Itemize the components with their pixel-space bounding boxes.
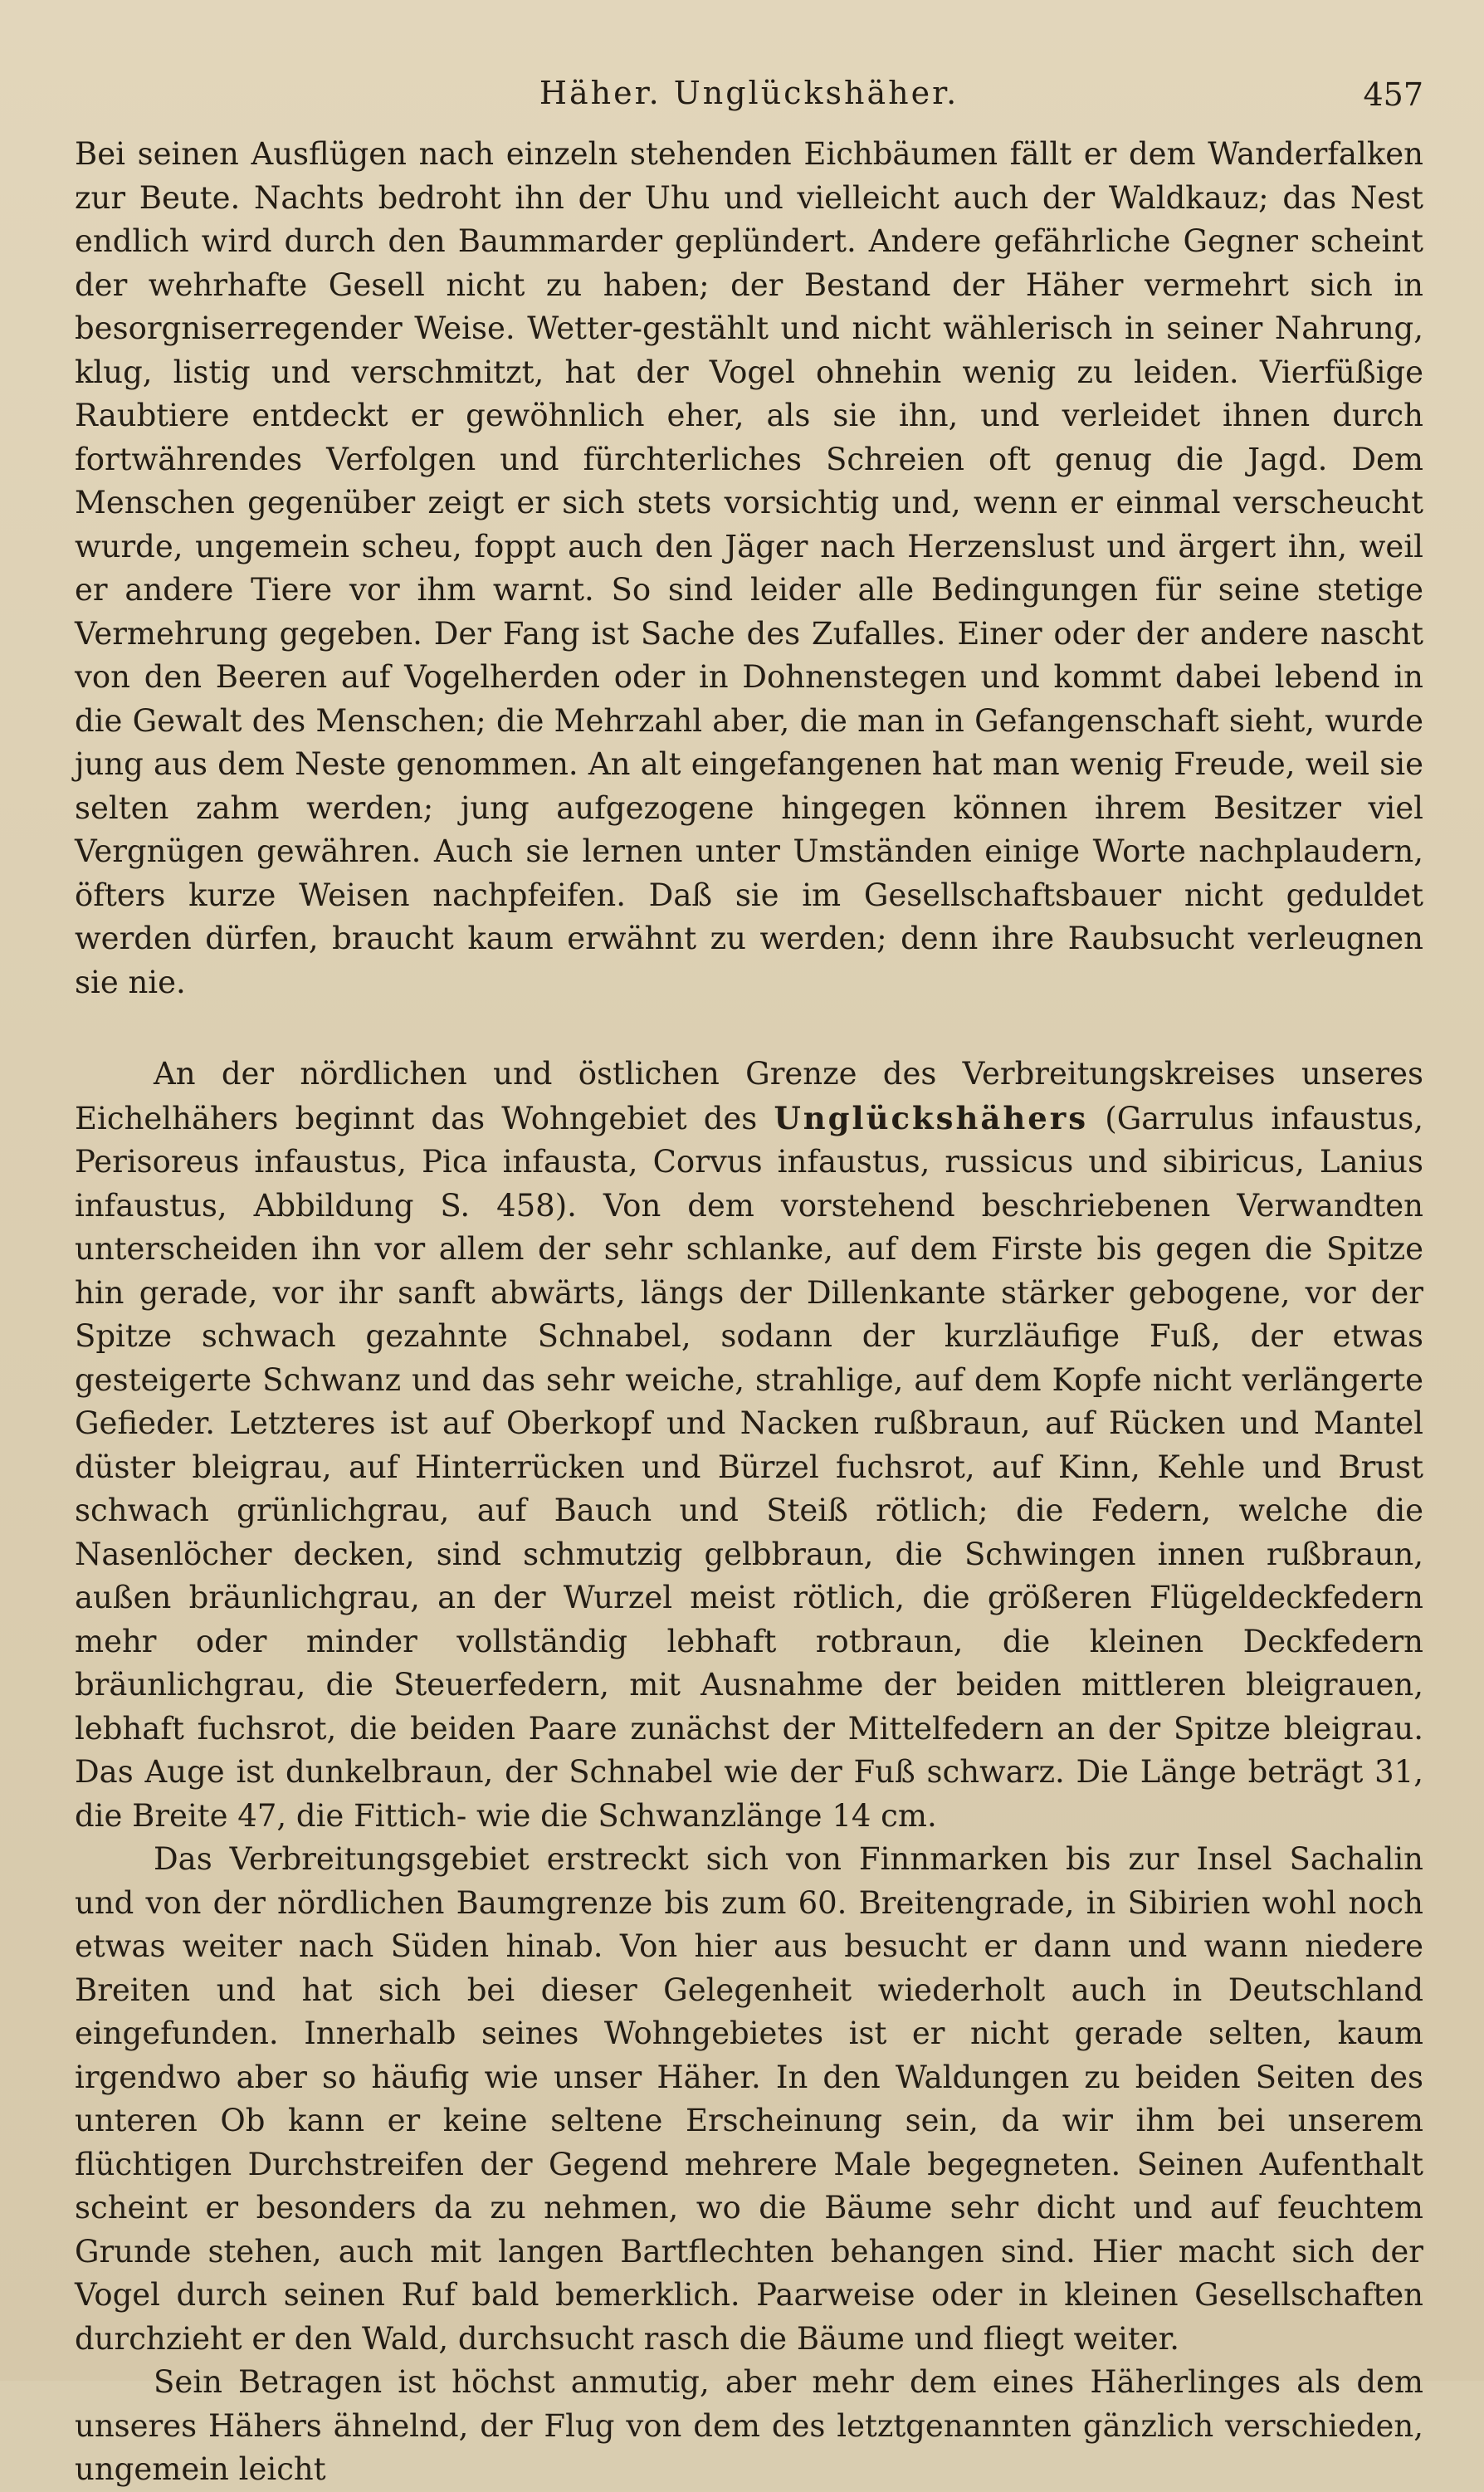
page-header [75, 70, 1423, 128]
paragraph-intro-text: An der nördlichen und östlichen Grenze des Verbreitungskreises unseres Eichelhähers beginnt das Wohngebiet des [75, 1056, 1423, 1136]
latin-synonyms: (Garrulus infaustus, Perisoreus infaustus, Pica infausta, Corvus infaustus, russicus und sibiricus, Lanius infaustus, [75, 1100, 1424, 1224]
page-number: 457 [1363, 76, 1423, 113]
running-head: Häher. Unglückshäher. [539, 75, 959, 111]
paragraph-behavior: Sein Betragen ist höchst anmutig, aber mehr dem eines Häherlinges als dem unseres Hähers ähnelnd, der Flug von dem des letztgenannten gänzlich verschieden, ungemein leicht [75, 2364, 1423, 2487]
body-text [75, 133, 1423, 2492]
paragraph-species-description [75, 1053, 1423, 1838]
paragraph-distribution: Das Verbreitungsgebiet erstreckt sich von Finnmarken bis zur Insel Sachalin und von der nördlichen Baumgrenze bis zum 60. Breitengrade, in Sibirien wohl noch etwas weiter nach Süden hinab. Von hier aus besucht er dann und wann niedere Breiten und hat sich bei dieser Gelegenheit wiederholt auch in Deutschland eingefunden. Innerhalb seines Wohngebietes ist er nicht gerade selten, kaum irgendwo aber so häufig wie unser Häher. In den Waldungen zu beiden Seiten des unteren Ob kann er keine seltene Erscheinung sein, da wir ihm bei unserem flüchtigen Durchstreifen der Gegend mehrere Male begegneten. Seinen Aufenthalt scheint er besonders da zu nehmen, wo die Bäume sehr dicht und auf feuchtem Grunde stehen, auch mit langen Bartflechten behangen sind. Hier macht sich der Vogel durch seinen Ruf bald bemerklich. Paarweise oder in kleinen Gesellschaften durchzieht er den Wald, durchsucht rasch die Bäume und fliegt weiter. [75, 1841, 1423, 2357]
paragraph-predators: Bei seinen Ausflügen nach einzeln stehenden Eichbäumen fällt er dem Wanderfalken zur Beute. Nachts bedroht ihn der Uhu und vielleicht auch der Waldkauz; das Nest endlich wird durch den Baummarder geplündert. Andere gefährliche Gegner scheint der wehrhafte Gesell nicht zu haben; der Bestand der Häher vermehrt sich in besorgniserregender Weise. Wetter-gestählt und nicht wählerisch in seiner Nahrung, klug, listig und verschmitzt, hat der Vogel ohnehin wenig zu leiden. Vierfüßige Raubtiere entdeckt er gewöhnlich eher, als sie ihn, und verleidet ihnen durch fortwährendes Verfolgen und fürchterliches Schreien oft genug die Jagd. Dem Menschen gegenüber zeigt er sich stets vorsichtig und, wenn er einmal verscheucht wurde, ungemein scheu, foppt auch den Jäger nach Herzenslust und ärgert ihn, weil er andere Tiere vor ihm warnt. So sind leider alle Bedingungen für seine stetige Vermehrung gegeben. Der Fang ist Sache des Zufalles. Einer oder der andere nascht von den Beeren auf Vogelherden oder in Dohnenstegen und kommt dabei lebend in die Gewalt des Menschen; die Mehrzahl aber, die man in Gefangenschaft sieht, wurde jung aus dem Neste genommen. An alt eingefangenen hat man wenig Freude, weil sie selten zahm werden; jung aufgezogene hingegen können ihrem Besitzer viel Vergnügen gewähren. Auch sie lernen unter Umständen einige Worte nachplaudern, öfters kurze Weisen nachpfeifen. Daß sie im Gesellschaftsbauer nicht geduldet werden dürfen, braucht kaum erwähnt zu werden; denn ihre Raubsucht verleugnen sie nie. [75, 136, 1423, 1000]
species-name: Unglückshähers [774, 1099, 1089, 1136]
paragraph-description-text: Abbildung S. 458). Von dem vorstehend beschriebenen Verwandten unterscheiden ihn vor allem der sehr schlanke, auf dem Firste bis gegen die Spitze hin gerade, vor ihr sanft abwärts, längs der Dillenkante stärker gebogene, vor der Spitze schwach gezahnte Schnabel, sodann der kurzläufige Fuß, der etwas gesteigerte Schwanz und das sehr weiche, strahlige, auf dem Kopfe nicht verlängerte Gefieder. Letzteres ist auf Oberkopf und Nacken rußbraun, auf Rücken und Mantel düster bleigrau, auf Hinterrücken und Bürzel fuchsrot, auf Kinn, Kehle und Brust schwach grünlichgrau, auf Bauch und Steiß rötlich; die Federn, welche die Nasenlöcher decken, sind schmutzig gelbbraun, die Schwingen innen rußbraun, außen bräunlichgrau, an der Wurzel meist rötlich, die größeren Flügeldeckfedern mehr oder minder vollständig lebhaft rotbraun, die kleinen Deckfedern bräunlichgrau, die Steuerfedern, mit Ausnahme der beiden mittleren bleigrauen, lebhaft fuchsrot, die beiden Paare zunächst der Mittelfedern an der Spitze bleigrau. Das Auge ist dunkelbraun, der Schnabel wie der Fuß schwarz. Die Länge beträgt 31, die Breite 47, die Fittich- wie die Schwanzlänge 14 cm. [75, 1187, 1423, 1834]
